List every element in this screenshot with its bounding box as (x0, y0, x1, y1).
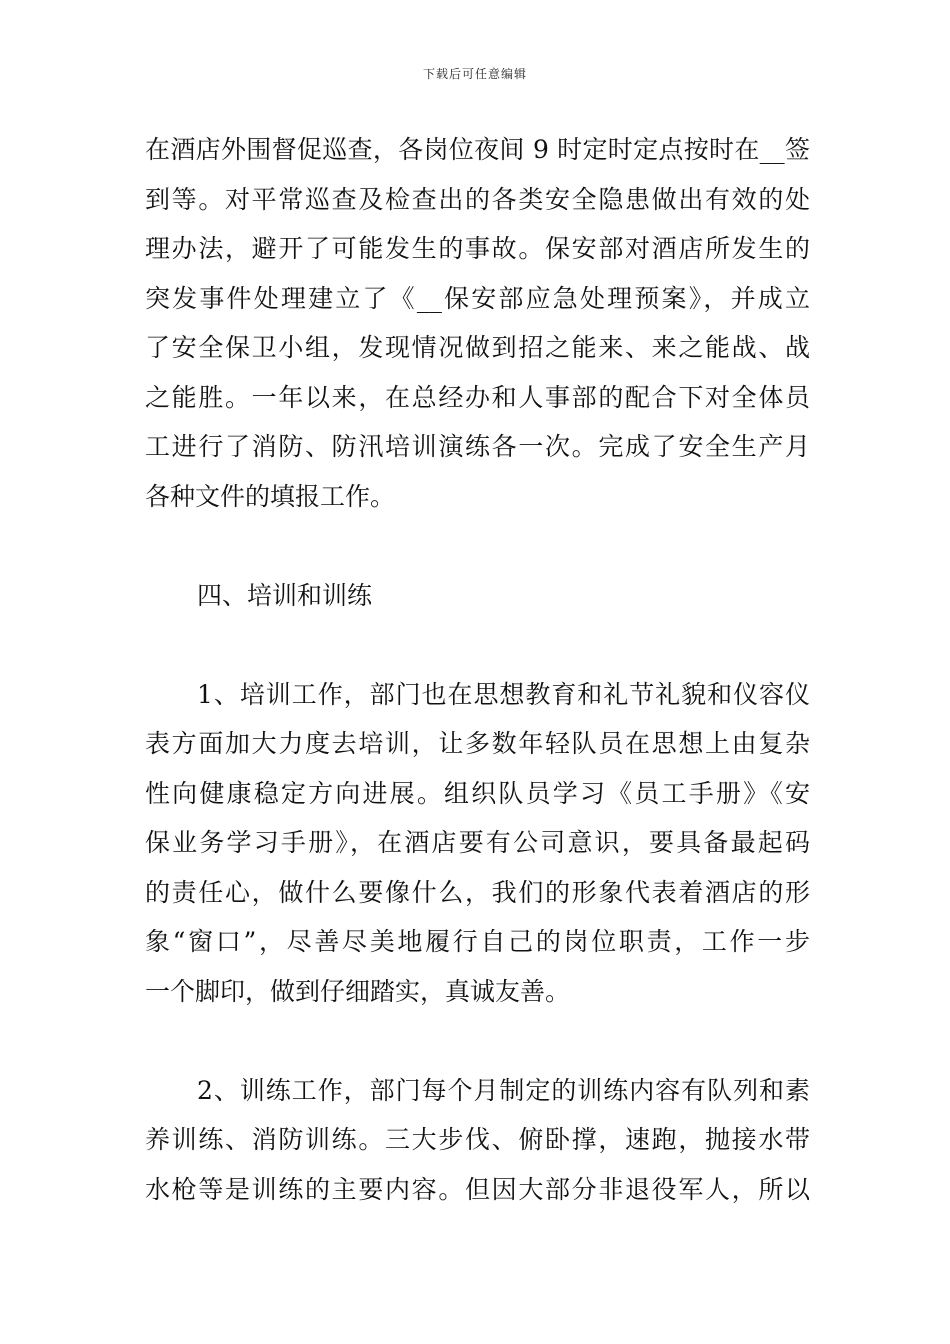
text-line: 一个脚印，做到仔细踏实，真诚友善。 (145, 976, 571, 1006)
text-line: 了安全保卫小组，发现情况做到招之能来、来之能战、战 (145, 333, 810, 362)
section-heading-text: 四、培训和训练 (197, 580, 373, 610)
text-line: 突发事件处理建立了《__保安部应急处理预案》，并成立 (145, 283, 810, 313)
text-line: 2、训练工作，部门每个月制定的训练内容有队列和素 (197, 1075, 810, 1105)
text-line: 表方面加大力度去培训，让多数年轻队员在思想上由复杂 (145, 729, 810, 758)
text-line: 象“窗口”，尽善尽美地履行自己的岗位职责，工作一步 (145, 927, 810, 956)
paragraph-drills (145, 1066, 810, 1215)
text-line: 各种文件的填报工作。 (145, 481, 396, 511)
text-line: 之能胜。一年以来，在总经办和人事部的配合下对全体员 (145, 382, 810, 412)
text-line: 的责任心，做什么要像什么，我们的形象代表着酒店的形 (145, 877, 810, 907)
document-body (145, 125, 810, 1214)
section-heading (145, 571, 810, 621)
paragraph-gap (145, 521, 810, 571)
text-line: 保业务学习手册》，在酒店要有公司意识，要具备最起码 (145, 828, 810, 857)
paragraph-training (145, 670, 810, 1017)
text-line: 性向健康稳定方向进展。组织队员学习《员工手册》《安 (145, 778, 810, 808)
text-line: 到等。对平常巡查及检查出的各类安全隐患做出有效的处 (145, 184, 810, 214)
paragraph-gap (145, 1016, 810, 1066)
paragraph-security-patrol (145, 125, 810, 521)
text-line: 水枪等是训练的主要内容。但因大部分非退役军人，所以 (145, 1174, 810, 1204)
text-line: 1、培训工作，部门也在思想教育和礼节礼貌和仪容仪 (197, 679, 810, 709)
header-note: 下载后可任意编辑 (422, 67, 527, 81)
paragraph-gap (145, 620, 810, 670)
text-line: 理办法，避开了可能发生的事故。保安部对酒店所发生的 (145, 234, 810, 263)
text-line: 养训练、消防训练。三大步伐、俯卧撑，速跑，抛接水带 (145, 1125, 810, 1154)
text-line: 在酒店外围督促巡查，各岗位夜间 9 时定时定点按时在__签 (145, 135, 810, 164)
text-line: 工进行了消防、防汛培训演练各一次。完成了安全生产月 (145, 432, 810, 461)
